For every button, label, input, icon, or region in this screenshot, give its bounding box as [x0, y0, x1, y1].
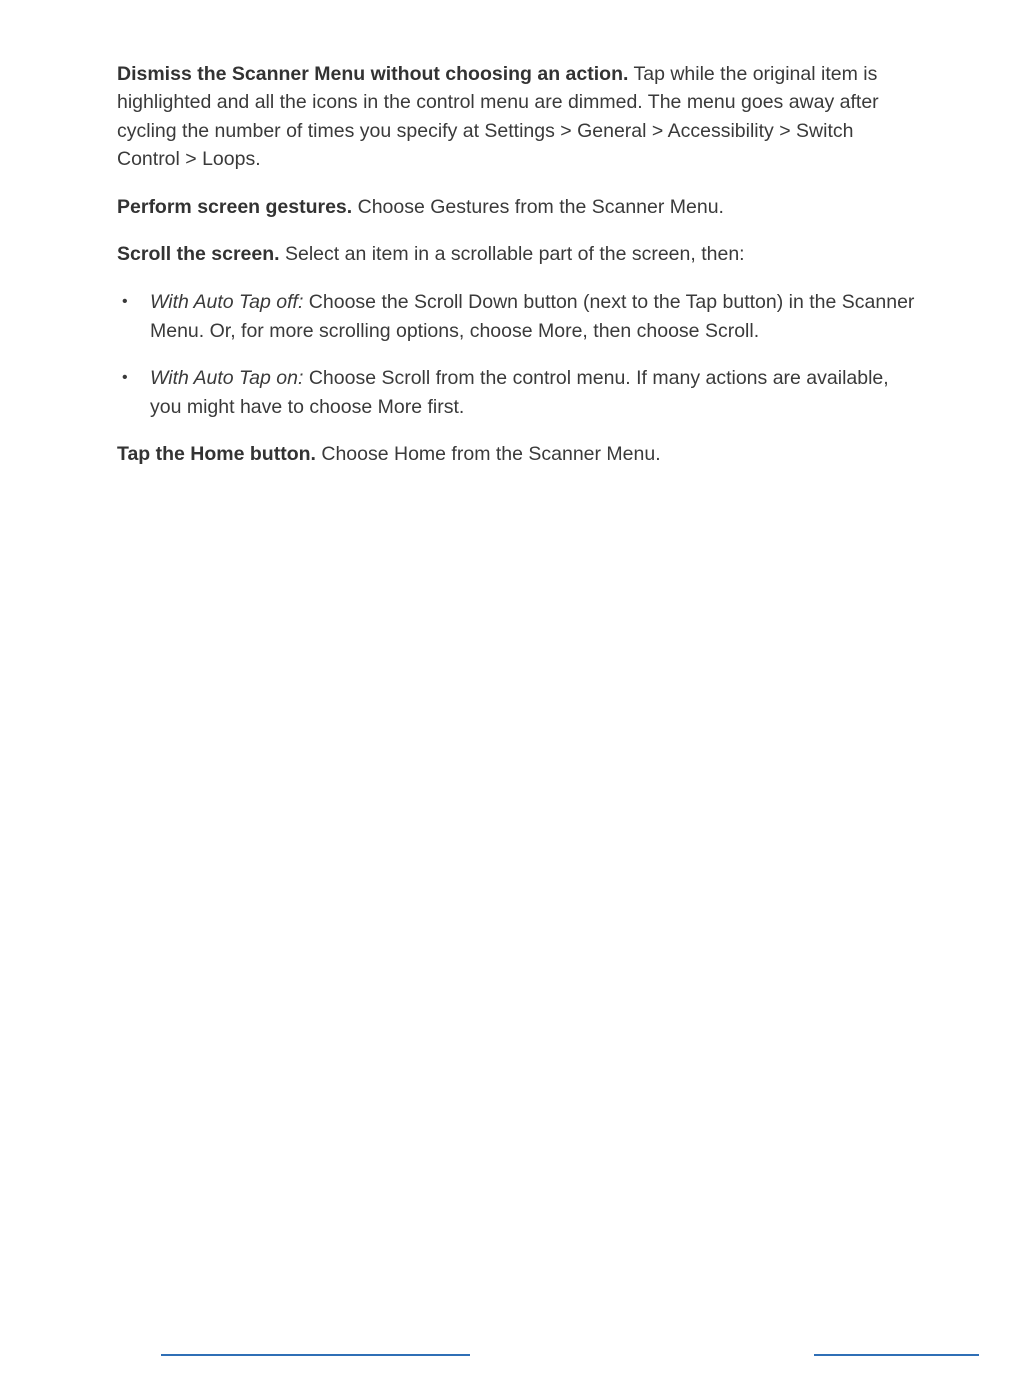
tap-home-paragraph	[117, 440, 917, 468]
list-item	[117, 364, 917, 421]
scroll-screen-paragraph	[117, 240, 917, 268]
auto-tap-on-text: Choose Scroll from the control menu. If many actions are available, you might have to choose More first.	[150, 367, 889, 418]
footer-rule-right	[814, 1354, 979, 1356]
dismiss-scanner-menu-heading: Dismiss the Scanner Menu without choosing an action.	[117, 63, 629, 85]
dismiss-scanner-menu-paragraph	[117, 60, 917, 173]
bullet-icon: •	[122, 293, 128, 311]
footer-rule-left	[161, 1354, 470, 1356]
bullet-icon: •	[122, 369, 128, 387]
auto-tap-off-text: Choose the Scroll Down button (next to the Tap button) in the Scanner Menu. Or, for more scrolling options, choose More, then choose Scroll.	[150, 291, 915, 342]
scroll-options-list	[117, 288, 917, 421]
perform-gestures-text: Choose Gestures from the Scanner Menu.	[352, 195, 724, 218]
auto-tap-on-label: With Auto Tap on:	[150, 367, 304, 390]
scroll-screen-heading: Scroll the screen.	[117, 243, 280, 266]
perform-gestures-paragraph	[117, 193, 917, 221]
perform-gestures-heading: Perform screen gestures.	[117, 195, 353, 218]
scroll-screen-text: Select an item in a scrollable part of the screen, then:	[279, 243, 745, 266]
dismiss-scanner-menu-text: Tap while the original item is highlighted and all the icons in the control menu are dimmed. The menu goes away after cycling the number of times you specify at Settings > General > Accessibility > Switch Control > Loops.	[117, 63, 879, 170]
tap-home-text: Choose Home from the Scanner Menu.	[315, 443, 661, 466]
tap-home-heading: Tap the Home button.	[117, 443, 316, 466]
document-body	[117, 60, 917, 488]
auto-tap-off-label: With Auto Tap off:	[150, 291, 304, 314]
list-item	[117, 288, 917, 345]
